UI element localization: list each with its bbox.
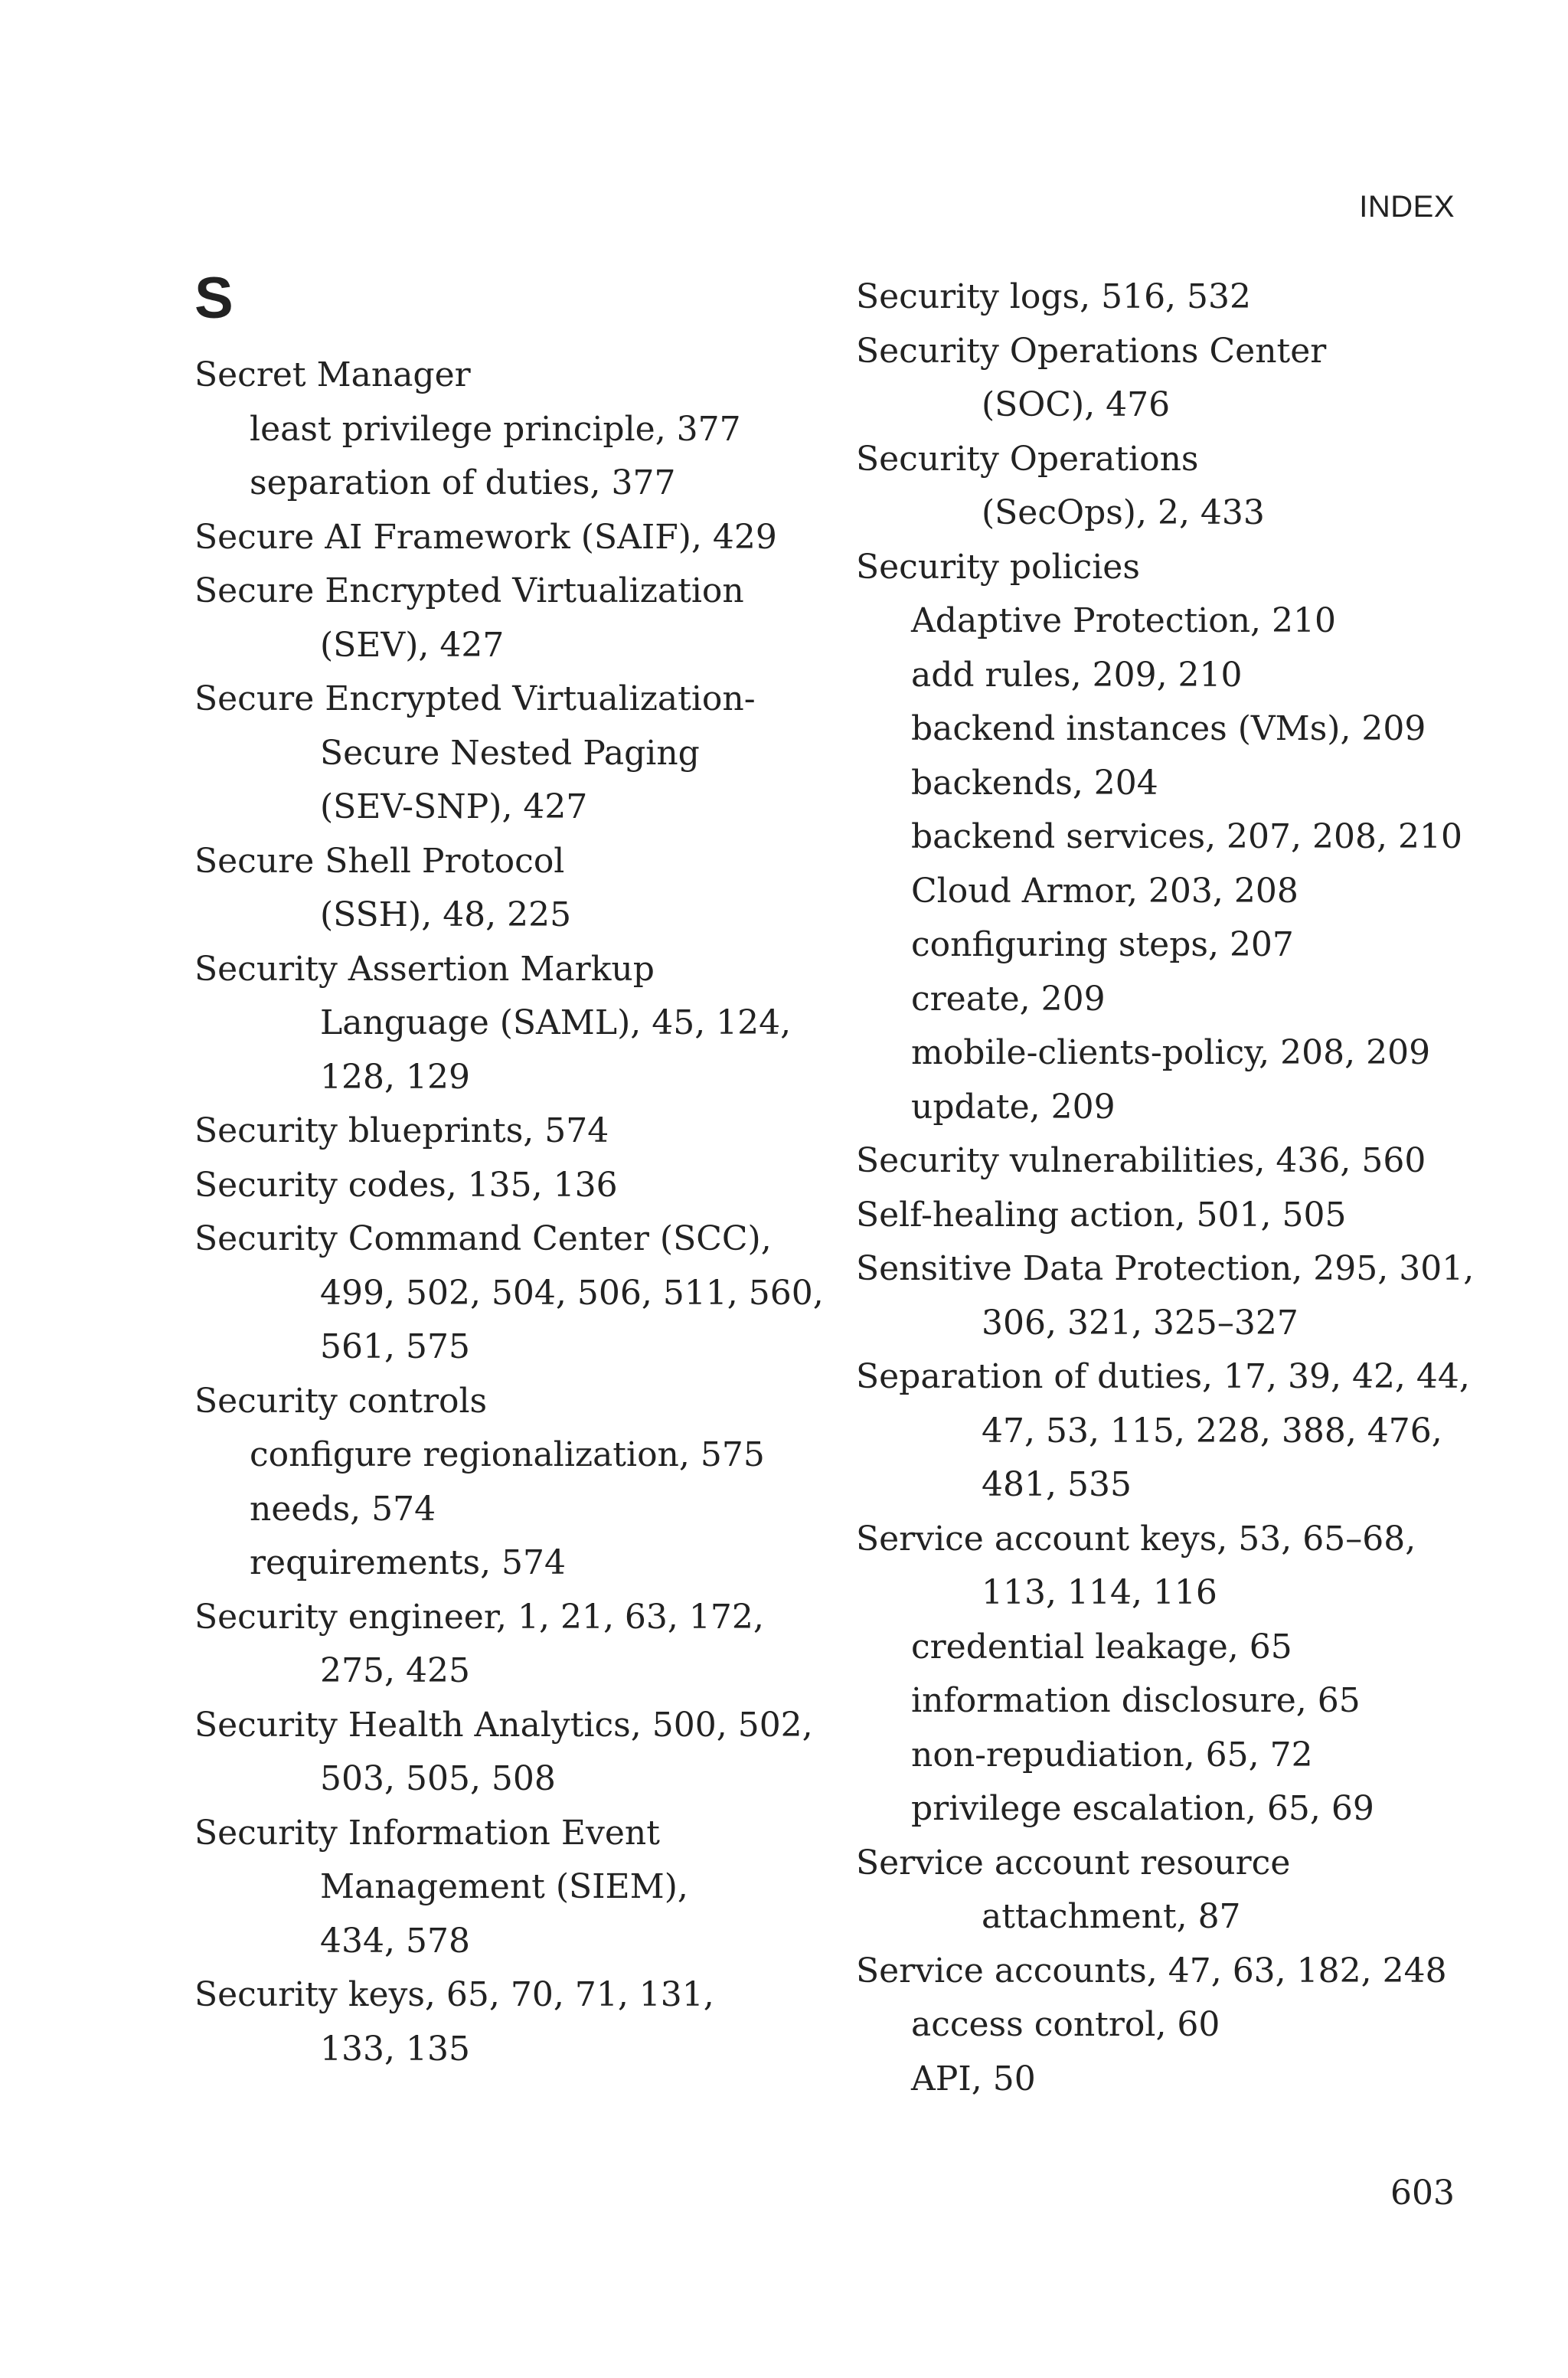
index-entry-continuation: 47, 53, 115, 228, 388, 476, — [982, 1411, 1442, 1451]
index-subentry: configuring steps, 207 — [911, 925, 1294, 964]
index-entry-continuation: 275, 425 — [320, 1651, 470, 1690]
index-column-right — [856, 270, 1474, 2106]
index-subentry: backend instances (VMs), 209 — [911, 709, 1426, 748]
index-subentry: API, 50 — [911, 2059, 1036, 2098]
index-subentry: access control, 60 — [911, 2005, 1220, 2044]
index-entry-continuation: 133, 135 — [320, 2029, 470, 2069]
index-entry: Service accounts, 47, 63, 182, 248 — [856, 1951, 1447, 1990]
index-entry: Secret Manager — [194, 355, 471, 394]
index-subentry: needs, 574 — [250, 1489, 436, 1529]
index-entry: Security Information Event — [194, 1813, 660, 1853]
running-head: INDEX — [1359, 190, 1455, 224]
index-entry-continuation: 434, 578 — [320, 1921, 470, 1961]
index-entry: Security controls — [194, 1381, 488, 1421]
index-subentry: requirements, 574 — [250, 1543, 567, 1582]
index-subentry: non-repudiation, 65, 72 — [911, 1735, 1313, 1775]
index-subentry: create, 209 — [911, 979, 1106, 1019]
index-entry-continuation: attachment, 87 — [982, 1897, 1241, 1936]
page-number: 603 — [1390, 2174, 1455, 2213]
index-subentry: Adaptive Protection, 210 — [911, 601, 1337, 640]
section-letter: S — [194, 266, 234, 331]
index-entry: Security codes, 135, 136 — [194, 1165, 618, 1205]
index-subentry: add rules, 209, 210 — [911, 655, 1243, 695]
index-entry: Sensitive Data Protection, 295, 301, — [856, 1249, 1475, 1288]
index-entry-continuation: (SSH), 48, 225 — [320, 895, 572, 934]
index-entry: Separation of duties, 17, 39, 42, 44, — [856, 1357, 1470, 1396]
index-entry: Security Assertion Markup — [194, 949, 655, 989]
index-entry: Security keys, 65, 70, 71, 131, — [194, 1975, 714, 2014]
index-entry: Security Command Center (SCC), — [194, 1219, 772, 1258]
index-entry: Secure AI Framework (SAIF), 429 — [194, 517, 777, 557]
index-entry: Security logs, 516, 532 — [856, 277, 1252, 316]
index-entry: Service account resource — [856, 1843, 1291, 1882]
index-subentry: separation of duties, 377 — [250, 463, 676, 502]
index-entry-continuation: 128, 129 — [320, 1057, 470, 1097]
index-column-left — [194, 348, 824, 2076]
index-entry: Self-healing action, 501, 505 — [856, 1195, 1347, 1235]
index-entry: Service account keys, 53, 65–68, — [856, 1519, 1416, 1559]
index-entry: Secure Encrypted Virtualization- — [194, 679, 756, 718]
index-subentry: least privilege principle, 377 — [250, 409, 741, 449]
index-entry: Secure Shell Protocol — [194, 841, 565, 881]
index-entry: Security policies — [856, 547, 1140, 587]
index-subentry: Cloud Armor, 203, 208 — [911, 871, 1298, 911]
index-entry-continuation: Management (SIEM), — [320, 1867, 688, 1906]
index-entry-continuation: (SecOps), 2, 433 — [982, 493, 1265, 532]
index-entry-continuation: 561, 575 — [320, 1327, 470, 1366]
index-entry-continuation: Secure Nested Paging — [320, 733, 700, 773]
index-entry: Security Operations — [856, 439, 1199, 479]
index-entry: Security blueprints, 574 — [194, 1111, 609, 1150]
index-entry-continuation: Language (SAML), 45, 124, — [320, 1003, 792, 1042]
index-entry: Security vulnerabilities, 436, 560 — [856, 1141, 1426, 1180]
index-entry-continuation: (SOC), 476 — [982, 385, 1171, 424]
index-entry-continuation: (SEV-SNP), 427 — [320, 787, 588, 826]
index-entry-continuation: 499, 502, 504, 506, 511, 560, — [320, 1273, 824, 1313]
index-entry-continuation: 113, 114, 116 — [982, 1573, 1217, 1612]
index-subentry: update, 209 — [911, 1087, 1116, 1127]
index-entry-continuation: 481, 535 — [982, 1465, 1132, 1504]
index-entry: Security engineer, 1, 21, 63, 172, — [194, 1597, 764, 1637]
index-subentry: backends, 204 — [911, 763, 1158, 803]
index-subentry: information disclosure, 65 — [911, 1681, 1361, 1720]
index-subentry: privilege escalation, 65, 69 — [911, 1789, 1374, 1828]
index-subentry: mobile-clients-policy, 208, 209 — [911, 1033, 1431, 1072]
index-entry-continuation: (SEV), 427 — [320, 625, 505, 665]
index-subentry: backend services, 207, 208, 210 — [911, 817, 1462, 856]
index-entry: Security Operations Center — [856, 331, 1327, 371]
index-entry-continuation: 503, 505, 508 — [320, 1759, 556, 1798]
index-subentry: credential leakage, 65 — [911, 1627, 1292, 1667]
index-subentry: configure regionalization, 575 — [250, 1435, 765, 1474]
index-entry: Security Health Analytics, 500, 502, — [194, 1705, 813, 1745]
index-entry: Secure Encrypted Virtualization — [194, 571, 744, 610]
index-entry-continuation: 306, 321, 325–327 — [982, 1303, 1298, 1343]
